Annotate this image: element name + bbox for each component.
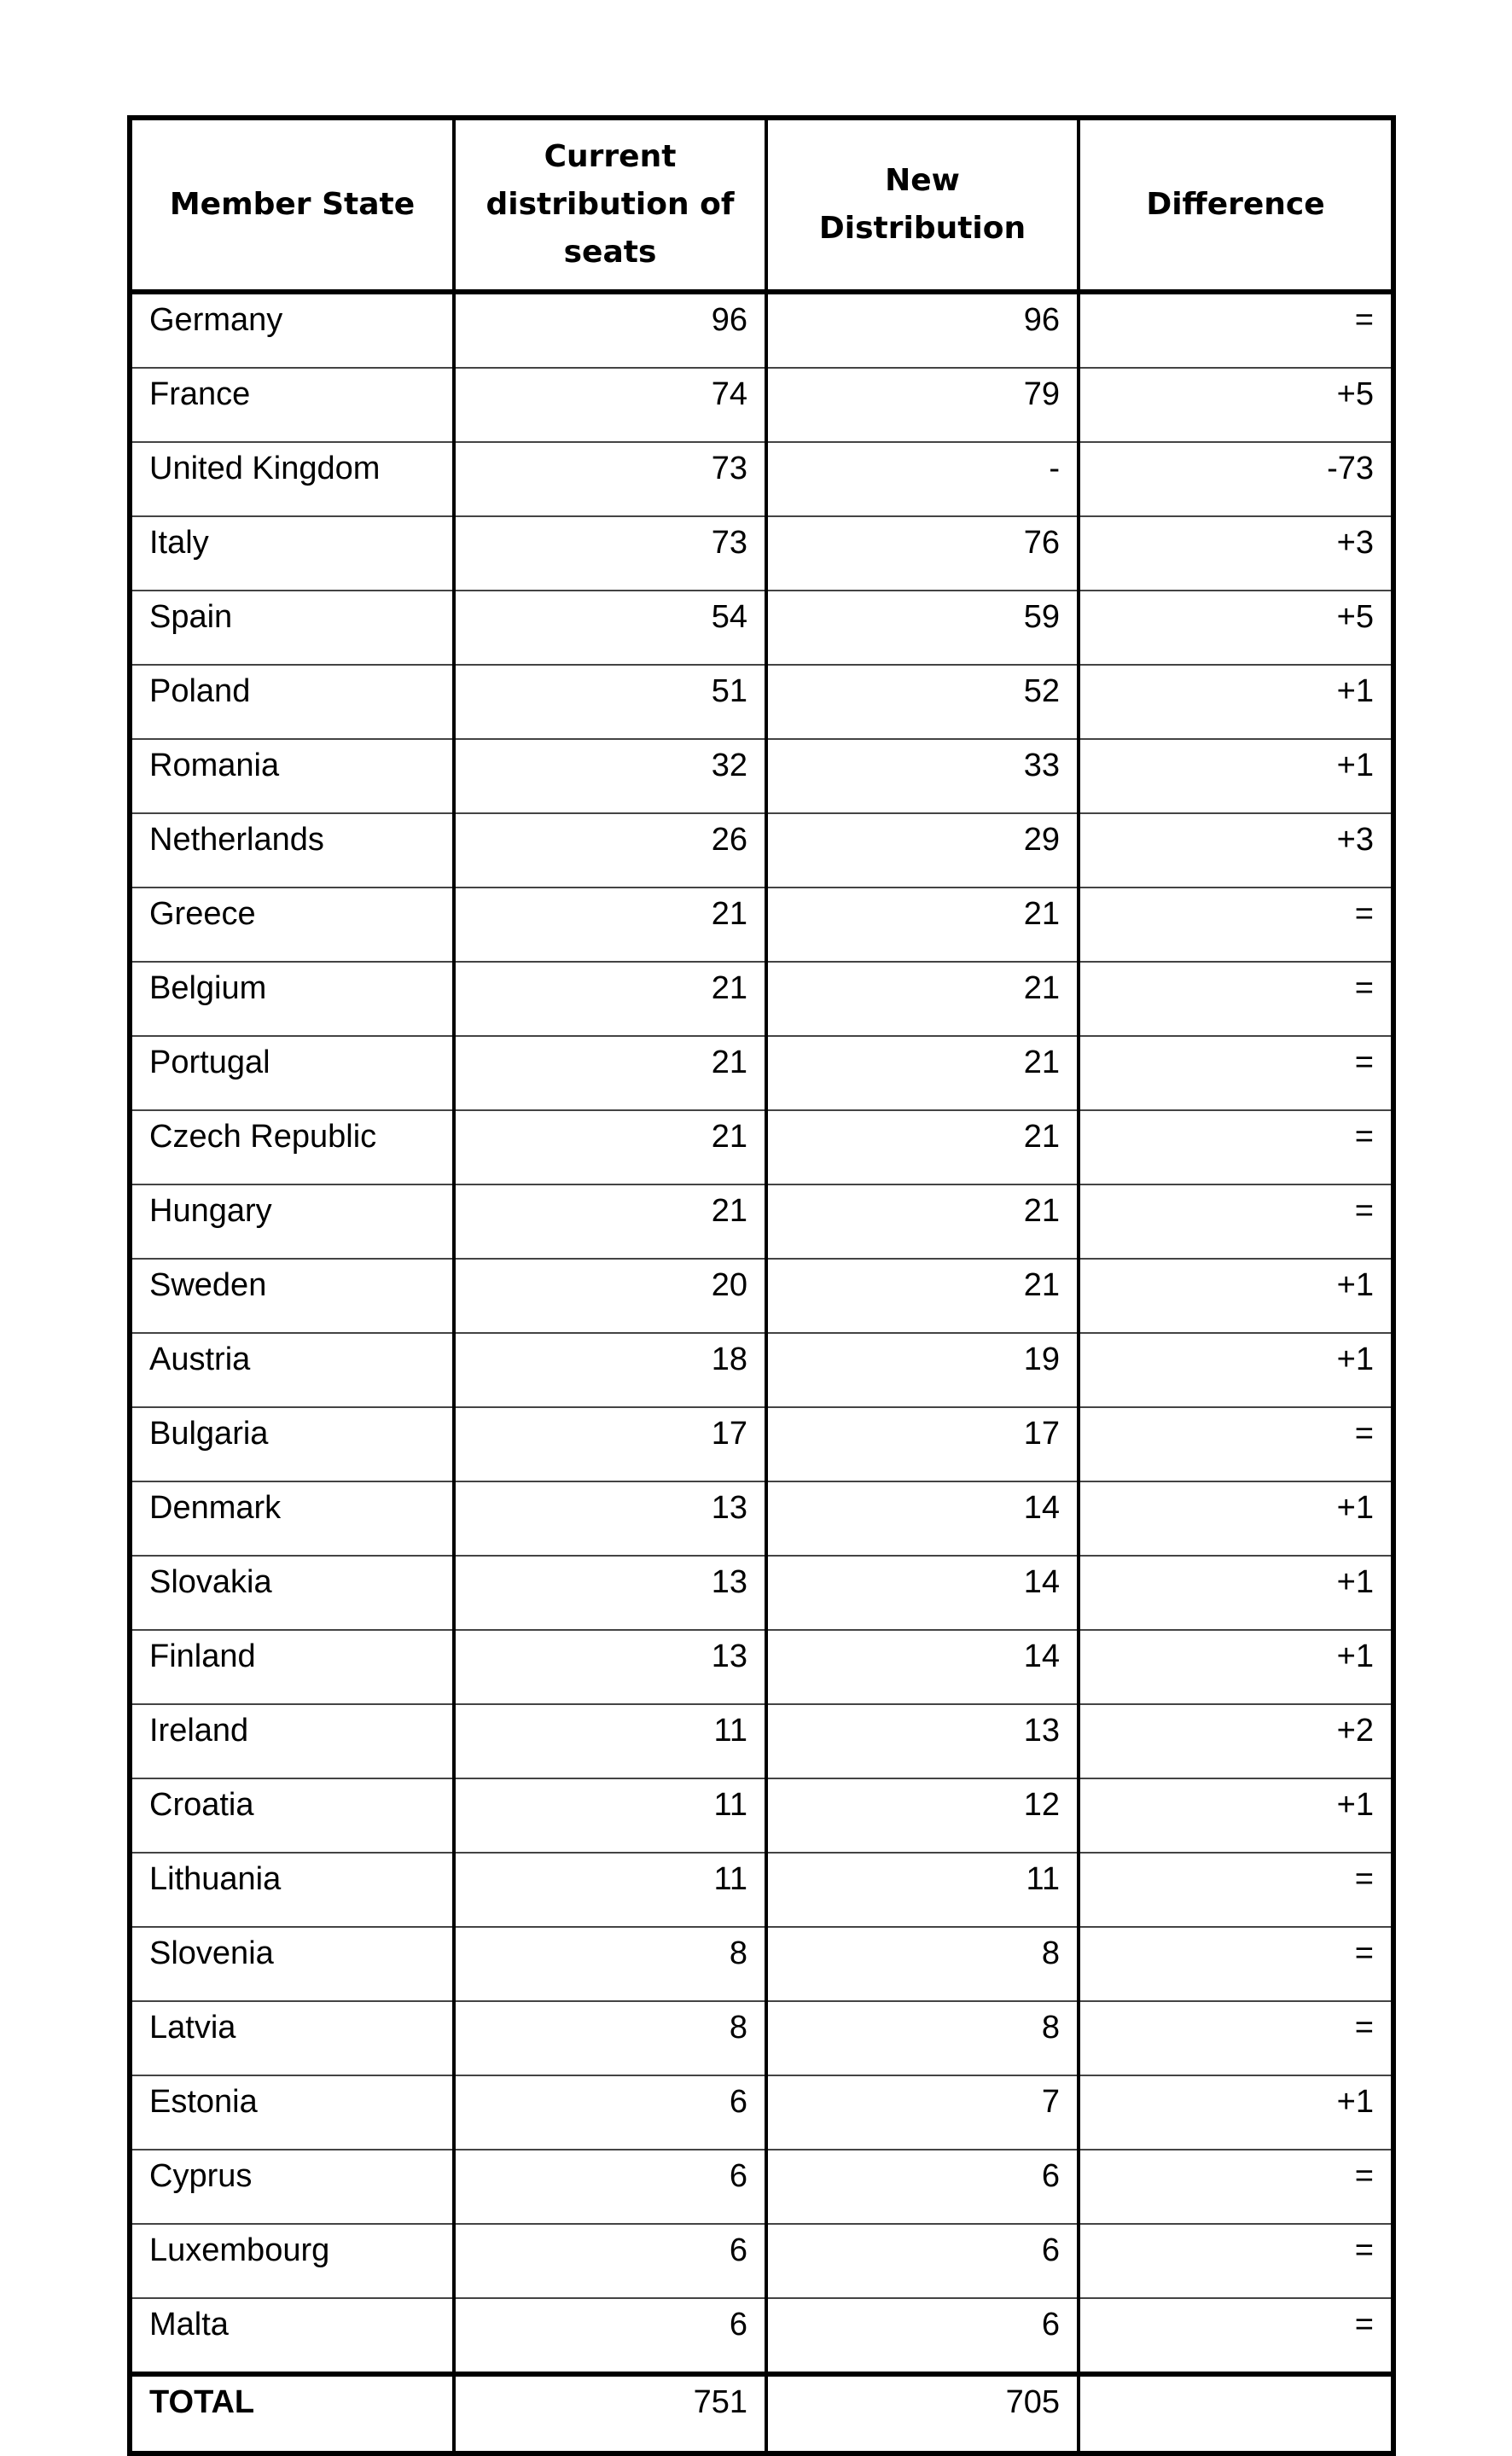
cell-new-seats: 21 bbox=[766, 1259, 1079, 1333]
cell-member-state: Finland bbox=[130, 1630, 454, 1704]
cell-member-state: Bulgaria bbox=[130, 1407, 454, 1481]
cell-member-state: Lithuania bbox=[130, 1853, 454, 1927]
cell-member-state: Malta bbox=[130, 2298, 454, 2374]
table-row bbox=[130, 962, 1393, 1036]
cell-difference: +1 bbox=[1079, 1333, 1393, 1407]
table-row bbox=[130, 2298, 1393, 2374]
cell-current-seats: 21 bbox=[454, 888, 766, 962]
cell-difference: +1 bbox=[1079, 1481, 1393, 1556]
cell-new-seats: 21 bbox=[766, 888, 1079, 962]
cell-difference: = bbox=[1079, 2298, 1393, 2374]
total-label: TOTAL bbox=[130, 2374, 454, 2453]
cell-member-state: Cyprus bbox=[130, 2150, 454, 2224]
cell-difference: +1 bbox=[1079, 739, 1393, 813]
cell-new-seats: 21 bbox=[766, 962, 1079, 1036]
cell-new-seats: 11 bbox=[766, 1853, 1079, 1927]
table-row bbox=[130, 1704, 1393, 1778]
cell-new-seats: 52 bbox=[766, 665, 1079, 739]
cell-difference: +2 bbox=[1079, 1704, 1393, 1778]
table-row bbox=[130, 292, 1393, 368]
table-row bbox=[130, 591, 1393, 665]
cell-new-seats: 21 bbox=[766, 1036, 1079, 1110]
total-new: 705 bbox=[766, 2374, 1079, 2453]
cell-new-seats: 76 bbox=[766, 516, 1079, 591]
cell-new-seats: 79 bbox=[766, 368, 1079, 442]
cell-member-state: Croatia bbox=[130, 1778, 454, 1853]
table-row bbox=[130, 1036, 1393, 1110]
cell-current-seats: 21 bbox=[454, 1036, 766, 1110]
cell-new-seats: 19 bbox=[766, 1333, 1079, 1407]
cell-current-seats: 13 bbox=[454, 1630, 766, 1704]
cell-member-state: Austria bbox=[130, 1333, 454, 1407]
cell-current-seats: 18 bbox=[454, 1333, 766, 1407]
cell-new-seats: 7 bbox=[766, 2075, 1079, 2150]
cell-member-state: Germany bbox=[130, 292, 454, 368]
cell-difference: = bbox=[1079, 888, 1393, 962]
cell-current-seats: 96 bbox=[454, 292, 766, 368]
cell-member-state: Netherlands bbox=[130, 813, 454, 888]
cell-new-seats: 12 bbox=[766, 1778, 1079, 1853]
table-row bbox=[130, 2001, 1393, 2075]
cell-member-state: Portugal bbox=[130, 1036, 454, 1110]
cell-difference: = bbox=[1079, 2224, 1393, 2298]
table-row bbox=[130, 1778, 1393, 1853]
cell-difference: = bbox=[1079, 1184, 1393, 1259]
cell-new-seats: 8 bbox=[766, 1927, 1079, 2001]
cell-new-seats: 6 bbox=[766, 2150, 1079, 2224]
cell-member-state: United Kingdom bbox=[130, 442, 454, 516]
cell-member-state: Hungary bbox=[130, 1184, 454, 1259]
cell-current-seats: 20 bbox=[454, 1259, 766, 1333]
cell-current-seats: 13 bbox=[454, 1481, 766, 1556]
cell-current-seats: 6 bbox=[454, 2150, 766, 2224]
cell-difference: +1 bbox=[1079, 1556, 1393, 1630]
cell-member-state: Italy bbox=[130, 516, 454, 591]
cell-current-seats: 6 bbox=[454, 2224, 766, 2298]
header-new-distribution: New Distribution bbox=[766, 118, 1079, 292]
cell-difference: = bbox=[1079, 1853, 1393, 1927]
cell-difference: = bbox=[1079, 292, 1393, 368]
header-row bbox=[130, 118, 1393, 292]
cell-difference: +1 bbox=[1079, 2075, 1393, 2150]
cell-difference: +1 bbox=[1079, 1630, 1393, 1704]
cell-current-seats: 54 bbox=[454, 591, 766, 665]
table-row bbox=[130, 1927, 1393, 2001]
cell-member-state: Sweden bbox=[130, 1259, 454, 1333]
cell-member-state: Estonia bbox=[130, 2075, 454, 2150]
table-row bbox=[130, 1481, 1393, 1556]
cell-new-seats: 96 bbox=[766, 292, 1079, 368]
cell-member-state: Slovenia bbox=[130, 1927, 454, 2001]
cell-new-seats: 17 bbox=[766, 1407, 1079, 1481]
cell-current-seats: 26 bbox=[454, 813, 766, 888]
table-row bbox=[130, 1407, 1393, 1481]
cell-difference: = bbox=[1079, 1927, 1393, 2001]
cell-current-seats: 17 bbox=[454, 1407, 766, 1481]
table-row bbox=[130, 1853, 1393, 1927]
cell-new-seats: 6 bbox=[766, 2298, 1079, 2374]
table-row bbox=[130, 2075, 1393, 2150]
cell-difference: +5 bbox=[1079, 368, 1393, 442]
cell-member-state: Latvia bbox=[130, 2001, 454, 2075]
table-row bbox=[130, 1630, 1393, 1704]
table-row bbox=[130, 888, 1393, 962]
cell-difference: = bbox=[1079, 1407, 1393, 1481]
cell-current-seats: 8 bbox=[454, 2001, 766, 2075]
cell-current-seats: 6 bbox=[454, 2298, 766, 2374]
cell-current-seats: 21 bbox=[454, 1184, 766, 1259]
cell-current-seats: 21 bbox=[454, 1110, 766, 1184]
table-row bbox=[130, 665, 1393, 739]
header-current-distribution: Current distribution of seats bbox=[454, 118, 766, 292]
cell-current-seats: 11 bbox=[454, 1778, 766, 1853]
cell-new-seats: 6 bbox=[766, 2224, 1079, 2298]
cell-current-seats: 51 bbox=[454, 665, 766, 739]
cell-new-seats: 14 bbox=[766, 1556, 1079, 1630]
cell-current-seats: 32 bbox=[454, 739, 766, 813]
cell-member-state: Ireland bbox=[130, 1704, 454, 1778]
table-row bbox=[130, 442, 1393, 516]
cell-current-seats: 6 bbox=[454, 2075, 766, 2150]
table-row bbox=[130, 1556, 1393, 1630]
cell-new-seats: 59 bbox=[766, 591, 1079, 665]
total-row bbox=[130, 2374, 1393, 2453]
table-row bbox=[130, 2224, 1393, 2298]
cell-new-seats: 13 bbox=[766, 1704, 1079, 1778]
table-row bbox=[130, 2150, 1393, 2224]
cell-difference: +3 bbox=[1079, 516, 1393, 591]
table-row bbox=[130, 516, 1393, 591]
header-difference: Difference bbox=[1079, 118, 1393, 292]
cell-difference: = bbox=[1079, 2150, 1393, 2224]
table-row bbox=[130, 739, 1393, 813]
cell-current-seats: 11 bbox=[454, 1853, 766, 1927]
cell-difference: = bbox=[1079, 1110, 1393, 1184]
cell-difference: = bbox=[1079, 1036, 1393, 1110]
cell-difference: = bbox=[1079, 962, 1393, 1036]
cell-current-seats: 21 bbox=[454, 962, 766, 1036]
cell-new-seats: 33 bbox=[766, 739, 1079, 813]
cell-member-state: Slovakia bbox=[130, 1556, 454, 1630]
table-body bbox=[130, 292, 1393, 2453]
cell-difference: +1 bbox=[1079, 1778, 1393, 1853]
total-current: 751 bbox=[454, 2374, 766, 2453]
cell-current-seats: 13 bbox=[454, 1556, 766, 1630]
cell-current-seats: 73 bbox=[454, 516, 766, 591]
cell-member-state: Romania bbox=[130, 739, 454, 813]
cell-new-seats: 29 bbox=[766, 813, 1079, 888]
cell-member-state: France bbox=[130, 368, 454, 442]
cell-new-seats: 14 bbox=[766, 1630, 1079, 1704]
cell-new-seats: - bbox=[766, 442, 1079, 516]
cell-member-state: Poland bbox=[130, 665, 454, 739]
table-row bbox=[130, 1184, 1393, 1259]
table-row bbox=[130, 813, 1393, 888]
table-row bbox=[130, 1333, 1393, 1407]
cell-member-state: Greece bbox=[130, 888, 454, 962]
cell-difference: +1 bbox=[1079, 1259, 1393, 1333]
cell-member-state: Spain bbox=[130, 591, 454, 665]
cell-member-state: Czech Republic bbox=[130, 1110, 454, 1184]
cell-difference: +5 bbox=[1079, 591, 1393, 665]
cell-new-seats: 8 bbox=[766, 2001, 1079, 2075]
cell-member-state: Denmark bbox=[130, 1481, 454, 1556]
cell-current-seats: 74 bbox=[454, 368, 766, 442]
table-row bbox=[130, 368, 1393, 442]
total-difference bbox=[1079, 2374, 1393, 2453]
table-row bbox=[130, 1259, 1393, 1333]
cell-new-seats: 21 bbox=[766, 1184, 1079, 1259]
cell-member-state: Luxembourg bbox=[130, 2224, 454, 2298]
cell-new-seats: 21 bbox=[766, 1110, 1079, 1184]
cell-member-state: Belgium bbox=[130, 962, 454, 1036]
cell-current-seats: 11 bbox=[454, 1704, 766, 1778]
cell-difference: +3 bbox=[1079, 813, 1393, 888]
table-header bbox=[130, 118, 1393, 292]
cell-current-seats: 8 bbox=[454, 1927, 766, 2001]
cell-new-seats: 14 bbox=[766, 1481, 1079, 1556]
table-row bbox=[130, 1110, 1393, 1184]
seat-distribution-table bbox=[127, 115, 1396, 2456]
cell-difference: = bbox=[1079, 2001, 1393, 2075]
cell-current-seats: 73 bbox=[454, 442, 766, 516]
header-member-state: Member State bbox=[130, 118, 454, 292]
cell-difference: -73 bbox=[1079, 442, 1393, 516]
cell-difference: +1 bbox=[1079, 665, 1393, 739]
